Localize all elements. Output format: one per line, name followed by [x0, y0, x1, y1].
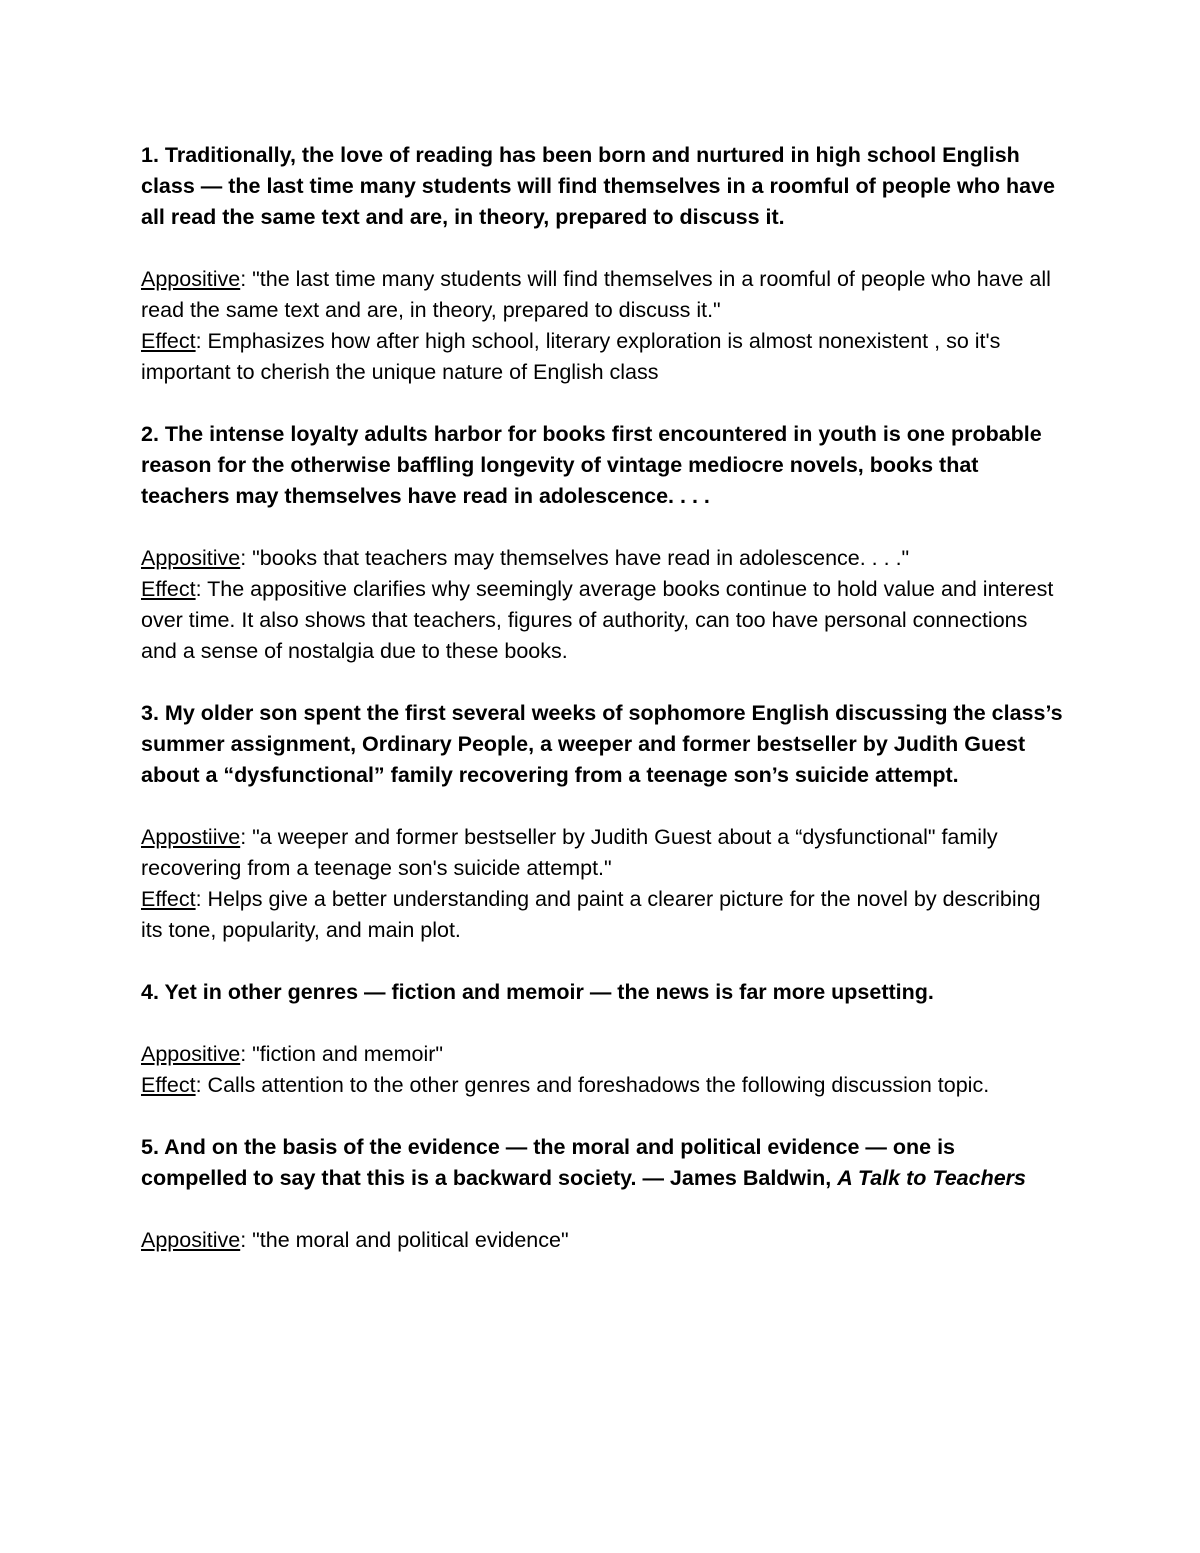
spacer	[141, 791, 1066, 822]
appositive-label: Appostiive	[141, 825, 241, 849]
effect-label: Effect	[141, 329, 196, 353]
effect-text: : Emphasizes how after high school, literary exploration is almost nonexistent , so it's important to cherish the unique nature of English class	[141, 329, 1001, 384]
appositive-label: Appositive	[141, 1042, 241, 1066]
spacer	[141, 1101, 1066, 1132]
sentence-5-text: 5. And on the basis of the evidence — the moral and political evidence — one is compelled to say that this is a backward society. — James Baldwin,	[141, 1135, 955, 1190]
effect-label: Effect	[141, 1073, 196, 1097]
spacer	[141, 667, 1066, 698]
effect-3	[141, 884, 1066, 946]
work-title: A Talk to Teachers	[837, 1166, 1026, 1190]
appositive-text: : "a weeper and former bestseller by Judith Guest about a “dysfunctional" family recovering from a teenage son's suicide attempt."	[141, 825, 998, 880]
appositive-text: : "the last time many students will find themselves in a roomful of people who have all read the same text and are, in theory, prepared to discuss it."	[141, 267, 1051, 322]
effect-2	[141, 574, 1066, 667]
appositive-text: : "books that teachers may themselves have read in adolescence. . . ."	[240, 546, 910, 570]
effect-1	[141, 326, 1066, 388]
effect-text: : Helps give a better understanding and paint a clearer picture for the novel by describing its tone, popularity, and main plot.	[141, 887, 1041, 942]
spacer	[141, 946, 1066, 977]
appositive-2	[141, 543, 1066, 574]
sentence-2: 2. The intense loyalty adults harbor for books first encountered in youth is one probable reason for the otherwise baffling longevity of vintage mediocre novels, books that teachers may themselves have read in adolescence. . . .	[141, 422, 1042, 508]
sentence-4: 4. Yet in other genres — fiction and memoir — the news is far more upsetting.	[141, 980, 934, 1004]
appositive-label: Appositive	[141, 546, 241, 570]
spacer	[141, 388, 1066, 419]
sentence-3: 3. My older son spent the first several weeks of sophomore English discussing the class’s summer assignment, Ordinary People, a weeper and former bestseller by Judith Guest about a “dysfunctional” family recovering from a teenage son’s suicide attempt.	[141, 701, 1063, 787]
appositive-text: : "the moral and political evidence"	[240, 1228, 569, 1252]
spacer	[141, 512, 1066, 543]
effect-4	[141, 1070, 1066, 1101]
spacer	[141, 1008, 1066, 1039]
appositive-5	[141, 1225, 1066, 1256]
spacer	[141, 233, 1066, 264]
appositive-1	[141, 264, 1066, 326]
appositive-4	[141, 1039, 1066, 1070]
appositive-text: : "fiction and memoir"	[240, 1042, 444, 1066]
effect-text: : The appositive clarifies why seemingly average books continue to hold value and interest over time. It also shows that teachers, figures of authority, can too have personal connections and a sense of nostalgia due to these books.	[141, 577, 1054, 663]
sentence-1: 1. Traditionally, the love of reading has been born and nurtured in high school English class — the last time many students will find themselves in a roomful of people who have all read the same text and are, in theory, prepared to discuss it.	[141, 143, 1055, 229]
sentence-5	[141, 1132, 1066, 1194]
effect-text: : Calls attention to the other genres and foreshadows the following discussion topic.	[195, 1073, 990, 1097]
appositive-label: Appositive	[141, 1228, 241, 1252]
effect-label: Effect	[141, 577, 196, 601]
document-page	[141, 140, 1066, 1256]
spacer	[141, 1194, 1066, 1225]
effect-label: Effect	[141, 887, 196, 911]
appositive-label: Appositive	[141, 267, 241, 291]
appositive-3	[141, 822, 1066, 884]
